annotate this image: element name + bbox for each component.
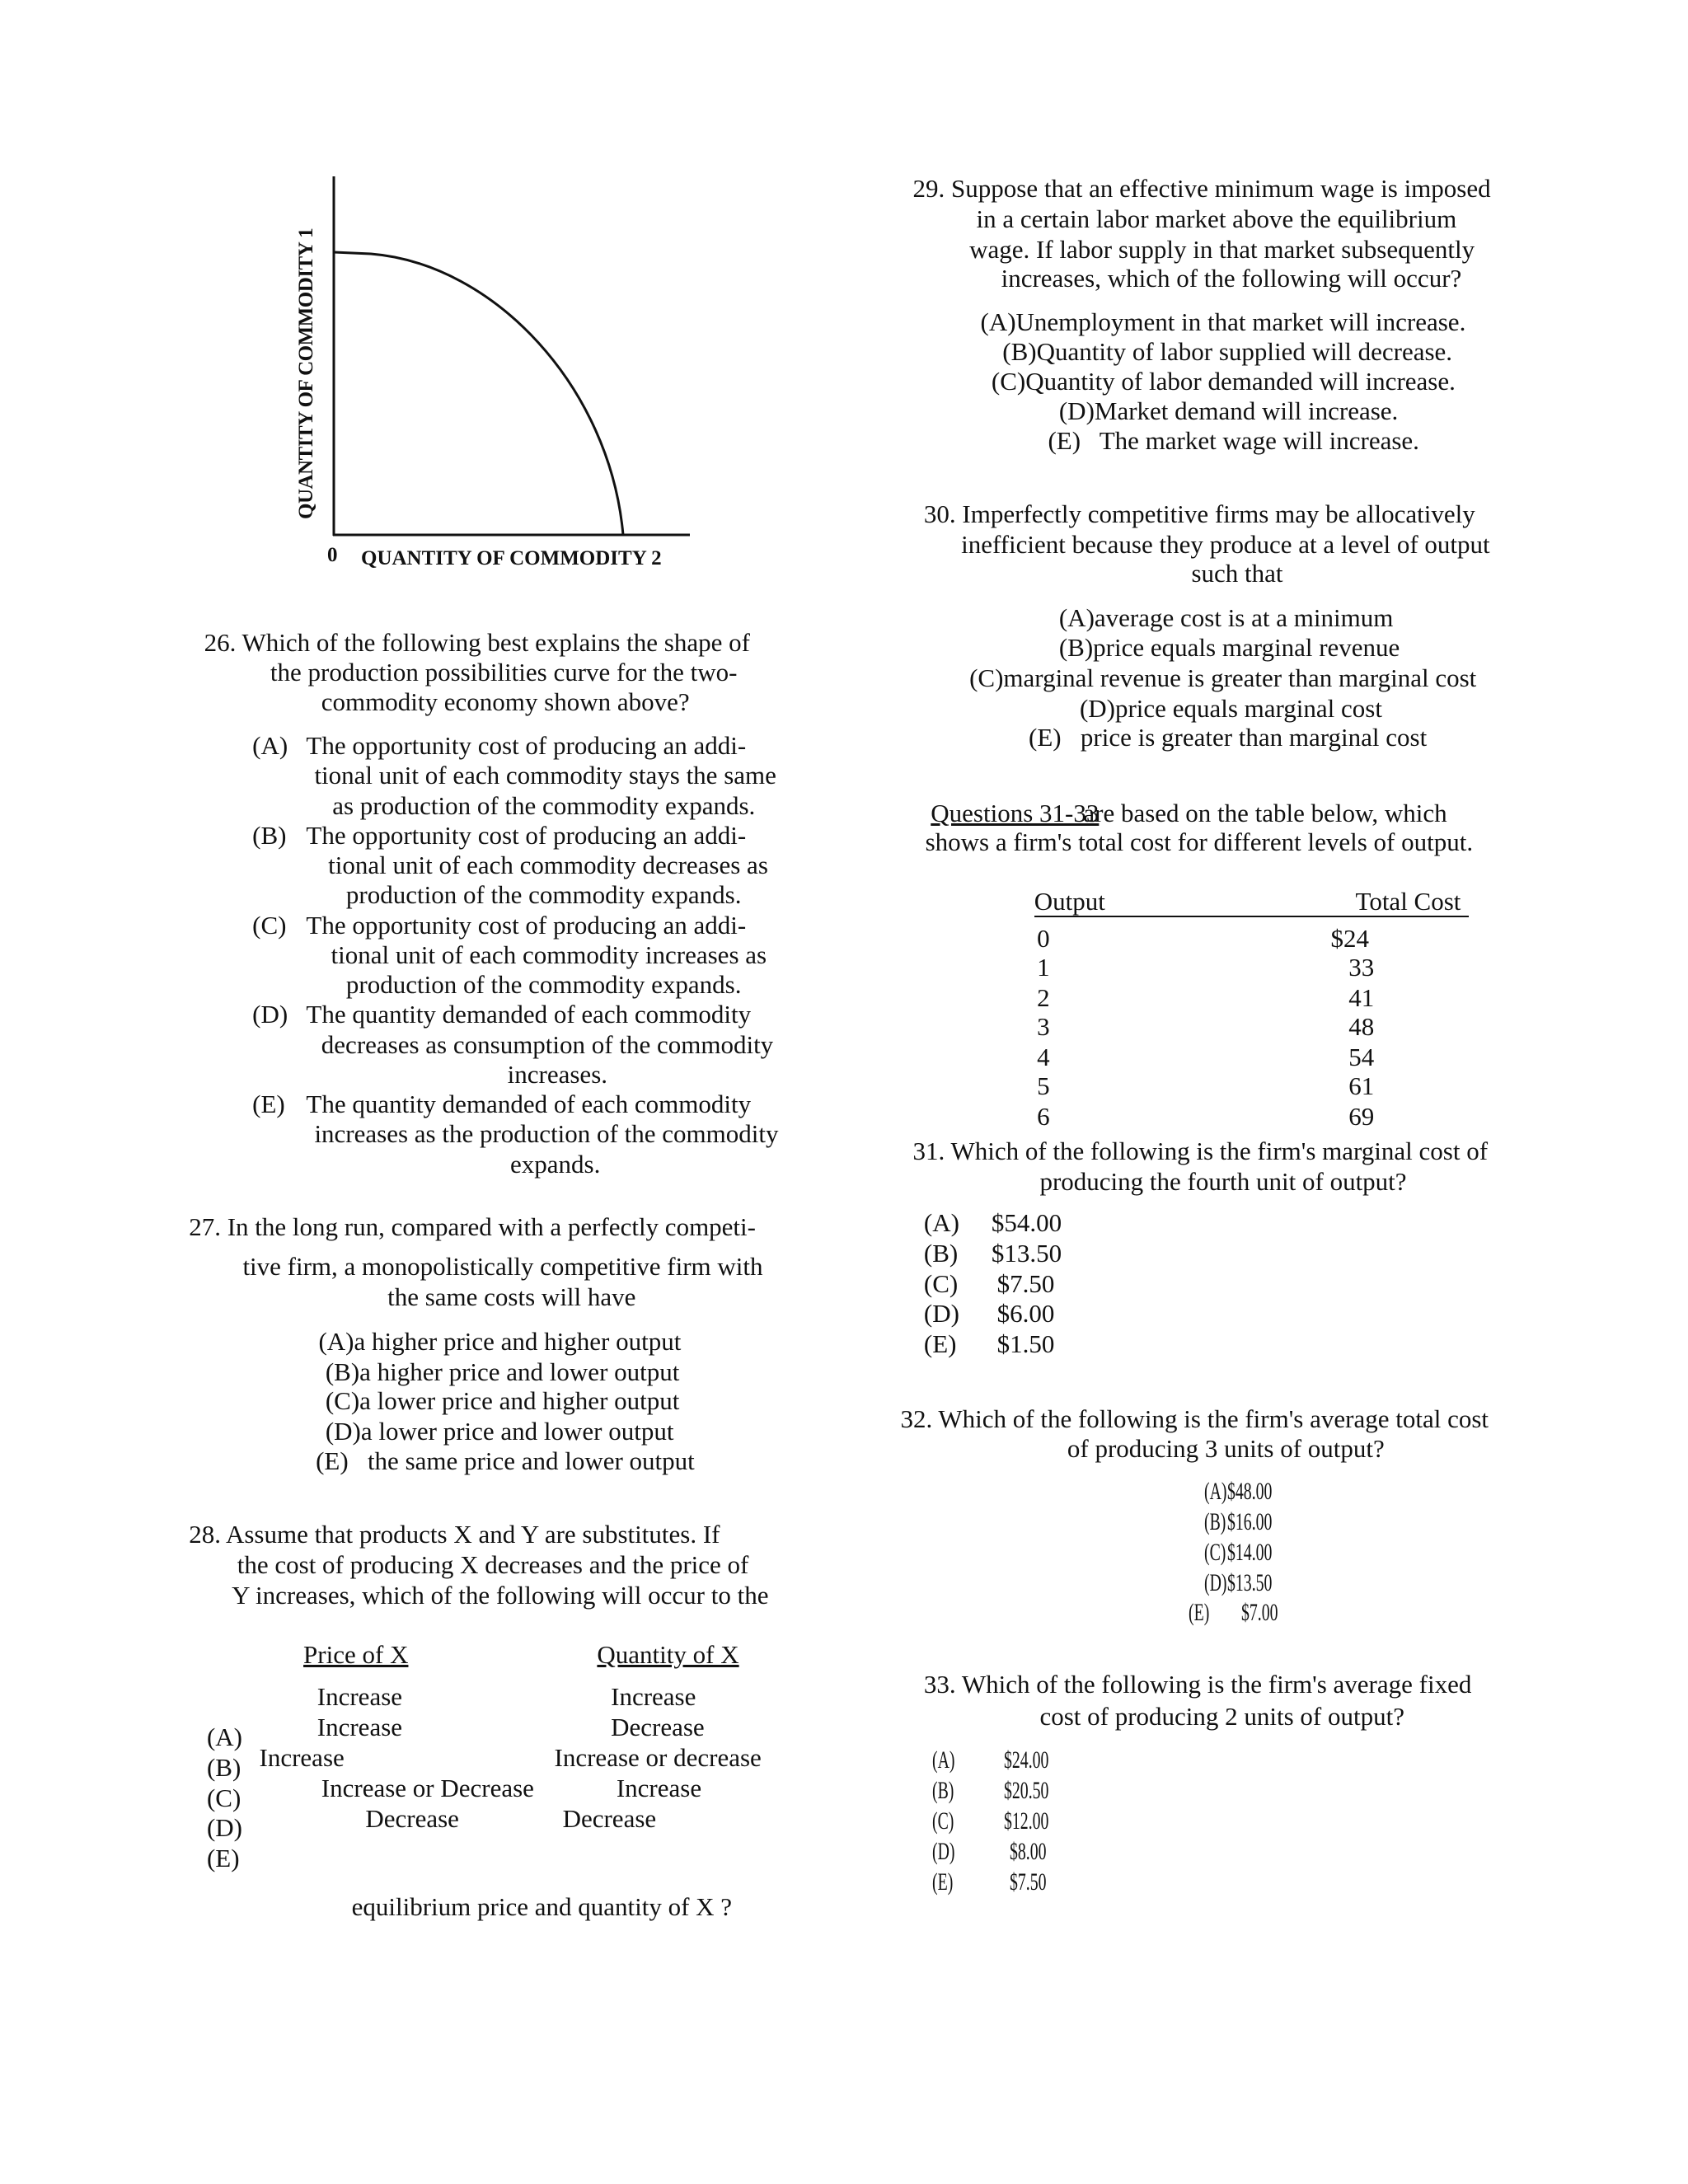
column-header-output: Output: [1034, 887, 1105, 916]
table-header-underline: [1034, 916, 1469, 917]
answer-option: (D)a lower price and lower output: [325, 1416, 674, 1446]
option-label: (E): [252, 1090, 285, 1119]
option-label: (A): [931, 1746, 955, 1774]
quantity-cell: Decrease: [611, 1713, 705, 1742]
option-label: (D): [206, 1813, 242, 1843]
option-value: $20.50: [1003, 1777, 1049, 1805]
option-value: $54.00: [991, 1207, 1062, 1237]
option-text: as production of the commodity expands.: [332, 790, 756, 820]
option-value: $7.00: [1240, 1599, 1278, 1627]
question-26-stem: 26. Which of the following best explains the shape of: [204, 627, 750, 657]
question-29-stem: increases, which of the following will occur?: [1001, 263, 1462, 293]
quantity-cell: Increase or decrease: [554, 1743, 762, 1773]
option-text: increases.: [507, 1059, 608, 1089]
question-29-stem: wage. If labor supply in that market subsequently: [969, 234, 1475, 264]
total-cost-cell: 61: [1348, 1071, 1375, 1101]
option-value: $16.00: [1226, 1507, 1273, 1535]
origin-label: 0: [327, 544, 338, 566]
option-text: tional unit of each commodity increases as: [331, 940, 767, 969]
option-value: $48.00: [1226, 1478, 1273, 1506]
question-29-stem: 29. Suppose that an effective minimum wage is imposed: [912, 174, 1491, 204]
option-label: (E): [923, 1329, 957, 1359]
quantity-cell: Increase: [616, 1773, 702, 1802]
option-text: The opportunity cost of producing an addi-: [306, 910, 747, 940]
x-axis-label: QUANTITY OF COMMODITY 2: [361, 547, 662, 569]
output-cell: 2: [1037, 983, 1050, 1013]
option-label: (A): [252, 731, 288, 761]
answer-option: (C)marginal revenue is greater than marginal cost: [969, 663, 1477, 693]
questions-range-link: Questions 31-33: [931, 799, 1100, 828]
question-27-stem: 27. In the long run, compared with a perfectly competi-: [189, 1212, 756, 1241]
answer-option: (A)Unemployment in that market will increase.: [980, 307, 1466, 337]
option-text: The opportunity cost of producing an addi-: [306, 820, 747, 850]
total-cost-cell: 54: [1348, 1043, 1375, 1072]
price-cell: Increase or Decrease: [321, 1773, 534, 1802]
option-text: tional unit of each commodity decreases as: [328, 851, 768, 880]
answer-option: (E) The market wage will increase.: [1048, 426, 1419, 456]
option-value: $7.50: [996, 1268, 1055, 1298]
question-33-stem: 33. Which of the following is the firm's average fixed: [923, 1670, 1472, 1699]
total-cost-cell: 48: [1348, 1012, 1375, 1042]
option-value: $24.00: [1003, 1746, 1049, 1774]
question-27-stem: tive firm, a monopolistically competitive firm with: [242, 1252, 763, 1282]
total-cost-cell: 41: [1348, 983, 1375, 1013]
question-28-stem: Y increases, which of the following will occur to the: [232, 1580, 769, 1610]
answer-option: (D)Market demand will increase.: [1058, 396, 1399, 425]
answer-option: (B)Quantity of labor supplied will decrease.: [1002, 336, 1453, 366]
option-value: $8.00: [1009, 1837, 1047, 1865]
option-label: (C): [1203, 1538, 1226, 1566]
option-label: (E): [206, 1844, 240, 1873]
output-cell: 0: [1037, 924, 1050, 954]
option-text: tional unit of each commodity stays the same: [314, 761, 776, 790]
option-text: The quantity demanded of each commodity: [306, 1090, 752, 1119]
answer-option: (E) the same price and lower output: [316, 1446, 695, 1476]
output-cell: 4: [1037, 1043, 1050, 1072]
answer-option: (C)Quantity of labor demanded will increase.: [991, 367, 1456, 396]
answer-option: (A)average cost is at a minimum: [1058, 602, 1394, 632]
price-cell: Increase: [316, 1713, 403, 1742]
price-cell: Decrease: [365, 1803, 459, 1833]
output-cell: 1: [1037, 953, 1050, 982]
question-28-stem: 28. Assume that products X and Y are substitutes. If: [189, 1520, 720, 1549]
column-header-price: Price of X: [303, 1639, 409, 1669]
intro-text: shows a firm's total cost for different levels of output.: [925, 827, 1474, 857]
option-label: (D): [1203, 1568, 1227, 1596]
answer-option: (E) price is greater than marginal cost: [1029, 723, 1428, 752]
option-label: (E): [1189, 1599, 1210, 1627]
question-28-stem-end: equilibrium price and quantity of X ?: [351, 1891, 733, 1921]
answer-option: (C)a lower price and higher output: [325, 1385, 680, 1415]
total-cost-cell: 33: [1348, 953, 1375, 982]
answer-option: (B)a higher price and lower output: [325, 1357, 680, 1386]
question-26-stem: commodity economy shown above?: [321, 687, 690, 716]
price-cell: Increase: [316, 1682, 403, 1712]
question-29-stem: in a certain labor market above the equilibrium: [976, 204, 1457, 233]
column-header-total-cost: Total Cost: [1355, 887, 1461, 916]
option-text: The opportunity cost of producing an addi-: [306, 731, 747, 761]
total-cost-cell: 69: [1348, 1102, 1375, 1132]
question-30-stem: such that: [1191, 558, 1283, 588]
option-label: (B): [206, 1752, 241, 1782]
option-label: (B): [252, 820, 287, 850]
option-label: (E): [931, 1868, 954, 1896]
output-cell: 3: [1037, 1012, 1050, 1042]
option-text: decreases as consumption of the commodity: [321, 1029, 774, 1059]
option-value: $14.00: [1226, 1538, 1273, 1566]
option-value: $13.50: [991, 1238, 1062, 1268]
question-26-stem: the production possibilities curve for the two-: [270, 658, 738, 687]
option-text: production of the commodity expands.: [345, 970, 742, 1000]
option-label: (B): [931, 1777, 954, 1805]
option-value: $6.00: [996, 1299, 1055, 1329]
question-30-stem: inefficient because they produce at a level of output: [961, 529, 1490, 559]
option-value: $1.50: [996, 1329, 1055, 1359]
question-32-stem: of producing 3 units of output?: [1067, 1434, 1385, 1464]
option-label: (A): [1203, 1478, 1227, 1506]
answer-option: (B)price equals marginal revenue: [1058, 633, 1400, 663]
column-header-quantity: Quantity of X: [597, 1639, 739, 1669]
question-31-stem: 31. Which of the following is the firm's marginal cost of: [912, 1136, 1489, 1165]
option-label: (C): [206, 1783, 241, 1812]
option-text: expands.: [510, 1149, 601, 1179]
price-cell: Increase: [259, 1743, 345, 1773]
question-30-stem: 30. Imperfectly competitive firms may be allocatively: [923, 499, 1475, 529]
option-label: (B): [923, 1238, 959, 1268]
option-label: (C): [923, 1268, 959, 1298]
question-28-stem: the cost of producing X decreases and the price of: [237, 1549, 749, 1579]
quantity-cell: Decrease: [562, 1803, 657, 1833]
quantity-cell: Increase: [611, 1682, 696, 1712]
option-text: production of the commodity expands.: [345, 880, 742, 910]
output-cell: 6: [1037, 1102, 1050, 1132]
question-27-stem: the same costs will have: [387, 1282, 636, 1312]
option-label: (B): [1203, 1507, 1226, 1535]
option-label: (A): [923, 1207, 959, 1237]
option-label: (D): [252, 1000, 288, 1029]
intro-text: are based on the table below, which: [1076, 799, 1447, 828]
question-31-stem: producing the fourth unit of output?: [1039, 1166, 1407, 1196]
option-label: (C): [252, 910, 287, 940]
option-label: (D): [923, 1299, 959, 1329]
answer-option: (A)a higher price and higher output: [318, 1326, 682, 1356]
question-33-stem: cost of producing 2 units of output?: [1039, 1701, 1404, 1731]
option-value: $7.50: [1009, 1868, 1047, 1896]
option-label: (D): [931, 1837, 955, 1865]
answer-option: (D)price equals marginal cost: [1079, 693, 1382, 723]
output-cell: 5: [1037, 1071, 1050, 1101]
option-label: (C): [931, 1807, 954, 1835]
option-text: increases as the production of the commodity: [314, 1119, 779, 1149]
option-value: $13.50: [1226, 1568, 1273, 1596]
ppc-curve: [334, 252, 623, 535]
y-axis-label: QUANTITY OF COMMODITY 1: [295, 227, 317, 519]
total-cost-cell: $24: [1330, 924, 1369, 954]
option-value: $12.00: [1003, 1807, 1049, 1835]
question-32-stem: 32. Which of the following is the firm's average total cost: [900, 1404, 1489, 1433]
option-text: The quantity demanded of each commodity: [306, 1000, 752, 1029]
option-label: (A): [206, 1722, 242, 1751]
